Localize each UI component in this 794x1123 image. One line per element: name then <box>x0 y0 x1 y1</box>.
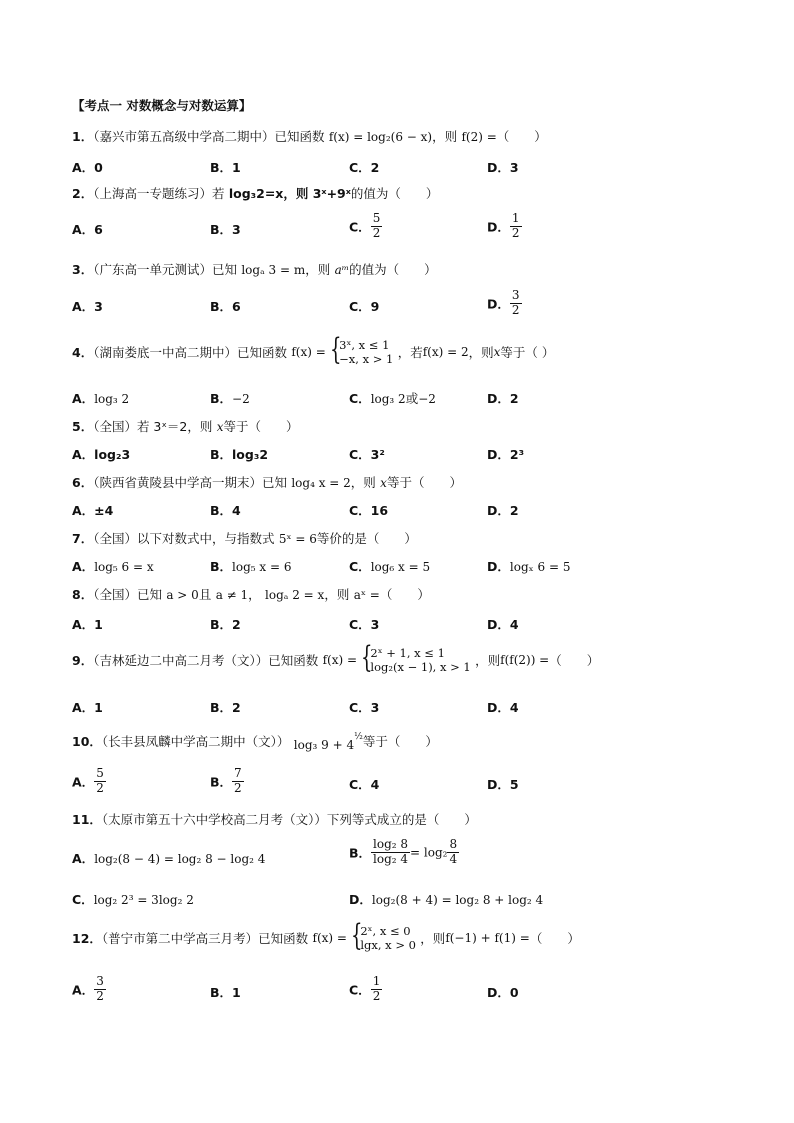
option-3a: A．3 <box>72 299 103 314</box>
option-7b: B．log₅ x = 6 <box>210 559 292 574</box>
option-9d: D．4 <box>487 700 519 715</box>
question-3: 3．（广东高一单元测试）已知 logₐ 3 = m，则 aᵐ的值为（ ） <box>72 262 437 277</box>
option-6b: B．4 <box>210 503 241 518</box>
fraction: $\frac{\text{log₂ 8}}{\text{log₂ 4}}$ <box>373 837 409 866</box>
question-1: 1．（嘉兴市第五高级中学高二期中）已知函数 f(x) = log₂(6 − x)，则 f(2) =（ ） <box>72 129 547 144</box>
option-2a: A．6 <box>72 222 103 237</box>
option-5b: B．log₃2 <box>210 447 269 462</box>
piecewise-function: { 2ˣ + 1, x ≤ 1 log₂(x − 1), x > 1 <box>361 640 471 675</box>
option-1c: C．2 <box>349 160 380 175</box>
fraction: $\frac{7}{2}$ <box>234 766 242 795</box>
option-9c: C．3 <box>349 700 380 715</box>
option-11c: C．log₂ 2³ = 3log₂ 2 <box>72 892 194 907</box>
option-8b: B．2 <box>210 617 241 632</box>
option-5d: D．2³ <box>487 447 525 462</box>
piecewise-function: { 3ˣ, x ≤ 1 −x, x > 1 <box>330 332 394 367</box>
option-9a: A．1 <box>72 700 103 715</box>
question-2: 2．（上海高一专题练习）若 log₃2=x，则 3ˣ+9ˣ的值为（ ） <box>72 186 439 201</box>
option-5a: A．log₂3 <box>72 447 131 462</box>
fraction: $\frac{3}{2}$ <box>511 288 520 317</box>
section-heading: 【考点一 对数概念与对数运算】 <box>72 98 252 113</box>
option-7c: C．log₆ x = 5 <box>349 559 431 574</box>
option-1b: B．1 <box>210 160 241 175</box>
question-10: 10．（长丰县凤麟中学高二期中（文）） log₃ $9 + 4^{\frac{1}{2}}$等于（ ） <box>72 732 438 752</box>
option-12c: C． $\frac{1}{2}$ <box>349 974 381 1003</box>
option-2c: C． $\frac{5}{2}$ <box>349 211 381 240</box>
option-6a: A．±4 <box>72 503 114 518</box>
question-8: 8．（全国）已知 a > 0且 a ≠ 1， logₐ 2 = x，则 aˣ =（ ） <box>72 587 430 602</box>
option-2d: D． $\frac{1}{2}$ <box>487 211 520 240</box>
option-10a: A． $\frac{5}{2}$ <box>72 766 104 795</box>
option-12d: D．0 <box>487 985 519 1000</box>
option-8d: D．4 <box>487 617 519 632</box>
fraction: $\frac{5}{2}$ <box>372 211 381 240</box>
question-5: 5．（全国）若 3ˣ＝2，则 x等于（ ） <box>72 419 299 434</box>
fraction: $\frac{8}{4}$ <box>449 837 458 866</box>
option-10c: C．4 <box>349 777 380 792</box>
option-4d: D．2 <box>487 391 519 406</box>
option-9b: B．2 <box>210 700 241 715</box>
piecewise-function: { 2ˣ, x ≤ 0 lgx, x > 0 <box>351 918 416 953</box>
question-7: 7．（全国）以下对数式中，与指数式 5ˣ = 6等价的是（ ） <box>72 531 417 546</box>
option-2b: B．3 <box>210 222 241 237</box>
option-11b: B． $\frac{\text{log₂ 8}}{\text{log₂ 4}}$ = log₂ $\frac{8}{4}$ <box>349 837 458 866</box>
option-12a: A． $\frac{3}{2}$ <box>72 974 104 1003</box>
option-4c: C．log₃ 2或−2 <box>349 391 436 406</box>
question-12: 12．（普宁市第二中学高三月考）已知函数 f(x) = { 2ˣ, x ≤ 0 lgx, x > 0 ，则f(−1) + f(1) =（ ） <box>72 918 580 953</box>
option-11a: A．log₂(8 − 4) = log₂ 8 − log₂ 4 <box>72 851 266 866</box>
option-1d: D．3 <box>487 160 519 175</box>
fraction: $\frac{5}{2}$ <box>96 766 104 795</box>
fraction: $\frac{3}{2}$ <box>96 974 104 1003</box>
option-4b: B．−2 <box>210 391 250 406</box>
option-8c: C．3 <box>349 617 380 632</box>
option-3c: C．9 <box>349 299 380 314</box>
option-6c: C．16 <box>349 503 389 518</box>
option-11d: D．log₂(8 + 4) = log₂ 8 + log₂ 4 <box>349 892 544 907</box>
question-6: 6．（陕西省黄陵县中学高一期末）已知 log₄ x = 2，则 x等于（ ） <box>72 475 462 490</box>
option-7d: D．logₓ 6 = 5 <box>487 559 571 574</box>
option-1a: A．0 <box>72 160 103 175</box>
question-4: 4．（湖南娄底一中高二期中）已知函数 f(x) = { 3ˣ, x ≤ 1 −x, x > 1 ，若f(x) = 2，则x等于（ ） <box>72 332 555 367</box>
option-12b: B．1 <box>210 985 241 1000</box>
option-7a: A．log₅ 6 = x <box>72 559 154 574</box>
option-3d: D． $\frac{3}{2}$ <box>487 288 520 317</box>
option-5c: C．3² <box>349 447 385 462</box>
option-4a: A．log₃ 2 <box>72 391 130 406</box>
option-6d: D．2 <box>487 503 519 518</box>
option-10b: B． $\frac{7}{2}$ <box>210 766 242 795</box>
fraction: $\frac{1}{2}$ <box>372 974 381 1003</box>
question-11: 11．（太原市第五十六中学校高二月考（文））下列等式成立的是（ ） <box>72 812 477 827</box>
option-10d: D．5 <box>487 777 519 792</box>
fraction: $\frac{1}{2}$ <box>511 211 520 240</box>
option-3b: B．6 <box>210 299 241 314</box>
option-8a: A．1 <box>72 617 103 632</box>
question-9: 9．（吉林延边二中高二月考（文））已知函数 f(x) = { 2ˣ + 1, x ≤ 1 log₂(x − 1), x > 1 ，则f(f(2)) =（ ） <box>72 640 600 675</box>
